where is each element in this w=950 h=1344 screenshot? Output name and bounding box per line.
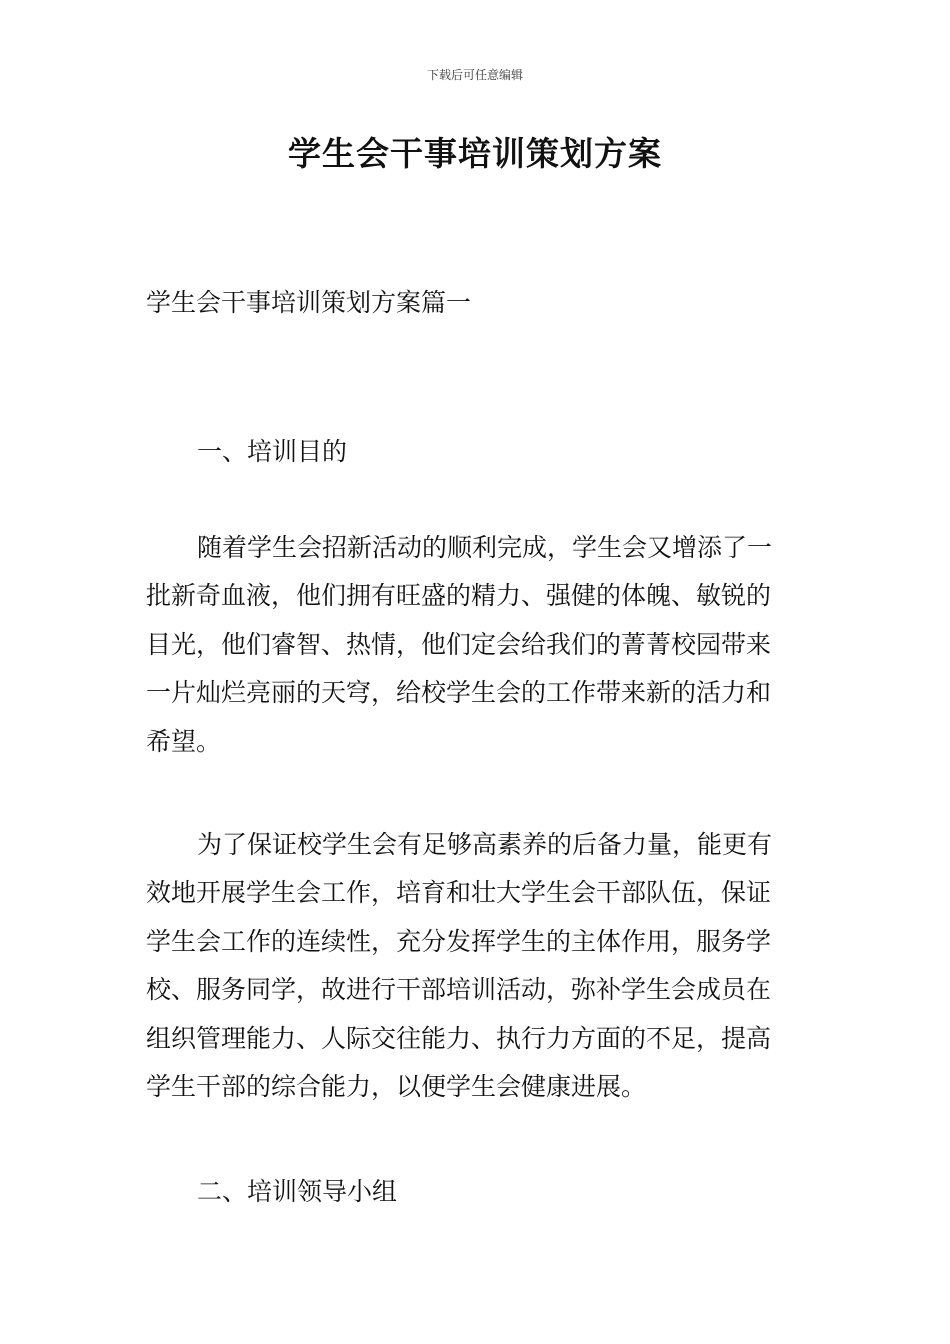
paragraph-line: 目光，他们睿智、热情，他们定会给我们的菁菁校园带来 [146,629,772,659]
paragraph-1 [146,524,808,766]
paragraph-line: 希望。 [146,726,222,756]
paragraph-line: 组织管理能力、人际交往能力、执行力方面的不足，提高 [146,1023,772,1053]
document-subtitle: 学生会干事培训策划方案篇一 [146,288,472,317]
paragraph-line: 学生会工作的连续性，充分发挥学生的主体作用，服务学 [146,926,772,956]
paragraph-line: 为了保证校学生会有足够高素养的后备力量，能更有 [197,830,773,859]
paragraph-line: 一片灿烂亮丽的天穹，给校学生会的工作带来新的活力和 [146,678,772,708]
section-heading-2: 二、培训领导小组 [197,1177,398,1206]
paragraph-line: 效地开展学生会工作，培育和壮大学生会干部队伍，保证 [146,878,772,908]
header-note: 下载后可任意编辑 [426,68,523,82]
paragraph-line: 学生干部的综合能力，以便学生会健康进展。 [146,1072,647,1102]
document-title: 学生会干事培训策划方案 [288,134,662,173]
paragraph-line: 随着学生会招新活动的顺利完成，学生会又增添了一 [197,533,773,562]
section-heading-1: 一、培训目的 [197,437,348,466]
paragraph-2 [146,821,808,1111]
paragraph-line: 批新奇血液，他们拥有旺盛的精力、强健的体魄、敏锐的 [146,581,772,611]
paragraph-line: 校、服务同学，故进行干部培训活动，弥补学生会成员在 [146,975,772,1005]
